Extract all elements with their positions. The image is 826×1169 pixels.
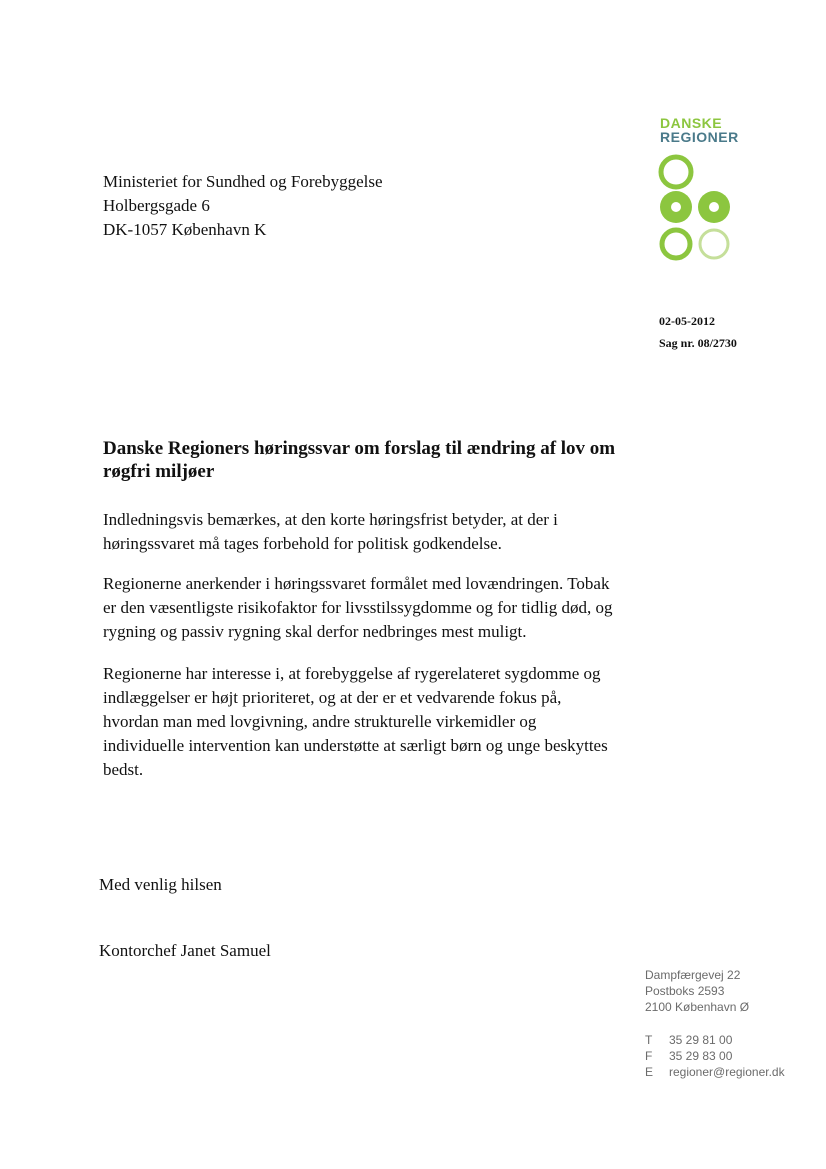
paragraph-1: Indledningsvis bemærkes, at den korte høringsfrist betyder, at der i høringssvaret må tages forbehold for politisk godkendelse. <box>103 510 558 553</box>
fax-label: F <box>645 1049 653 1063</box>
phone-label: T <box>645 1033 653 1047</box>
fax-number: 35 29 83 00 <box>669 1049 733 1063</box>
fax-row <box>645 1048 785 1064</box>
letter-subject: Danske Regioners høringssvar om forslag til ændring af lov om røgfri miljøer <box>103 438 616 482</box>
logo-line-2: REGIONER <box>660 129 739 145</box>
logo <box>660 116 739 144</box>
paragraph-2: Regionerne anerkender i høringssvaret formålet med lovændringen. Tobak er den væsentligste risikofaktor for livsstilssygdomme og for tidlig død, og rygning og passiv rygning skal derfor nedbringes mest muligt. <box>103 574 613 641</box>
letter-meta <box>659 310 737 354</box>
recipient-name: Ministeriet for Sundhed og Forebyggelse <box>103 172 383 191</box>
recipient-address <box>103 170 383 242</box>
closing-greeting: Med venlig hilsen <box>99 875 222 894</box>
letter-date: 02-05-2012 <box>659 314 715 328</box>
sender-pobox: Postboks 2593 <box>645 984 725 998</box>
logo-line-1: DANSKE <box>660 115 723 131</box>
phone-number: 35 29 81 00 <box>669 1033 733 1047</box>
sender-contact <box>645 1032 785 1080</box>
signer-name: Kontorchef Janet Samuel <box>99 941 271 960</box>
case-number: Sag nr. 08/2730 <box>659 336 737 350</box>
recipient-street: Holbergsgade 6 <box>103 196 210 215</box>
sender-street: Dampfærgevej 22 <box>645 968 741 982</box>
sender-address <box>645 967 749 1015</box>
logo-circles-icon <box>658 152 738 262</box>
sender-city: 2100 København Ø <box>645 1000 750 1014</box>
phone-row <box>645 1032 785 1048</box>
recipient-city: DK-1057 København K <box>103 220 267 239</box>
paragraph-3: Regionerne har interesse i, at forebyggelse af rygerelateret sygdomme og indlæggelser er højt prioriteret, og at der er et vedvarende fokus på, hvordan man med lovgivning, andre strukturelle virkemidler og individuelle intervention kan understøtte at særligt børn og unge beskyttes bedst. <box>103 664 608 779</box>
email-row <box>645 1064 785 1080</box>
email-label: E <box>645 1065 654 1079</box>
email-address: regioner@regioner.dk <box>669 1065 785 1079</box>
